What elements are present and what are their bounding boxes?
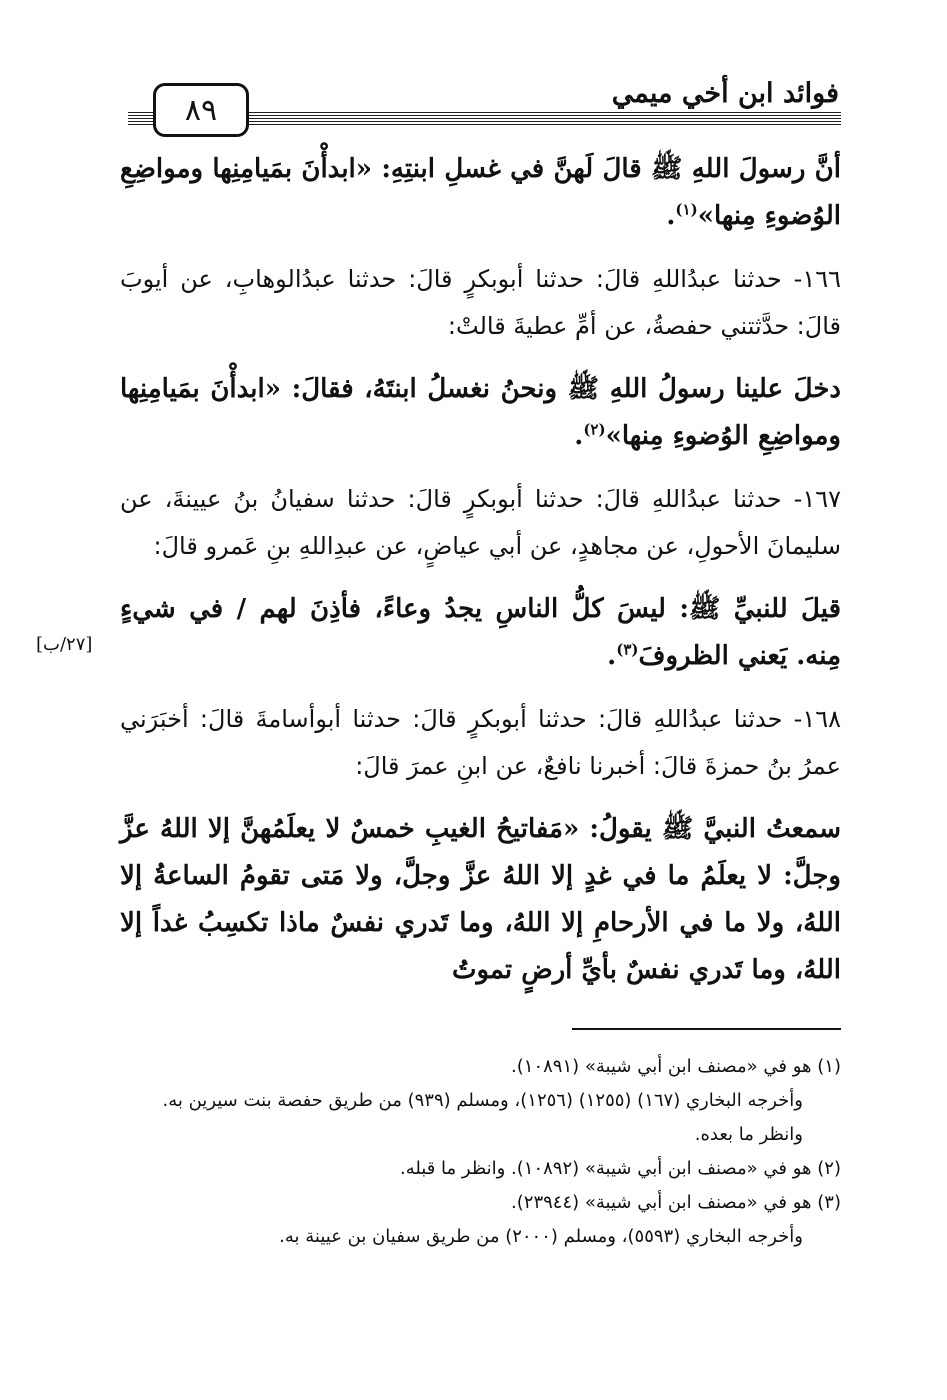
paragraph: ١٦٨- حدثنا عبدُاللهِ قالَ: حدثنا أبوبكرٍ قالَ: حدثنا أبوأسامةَ قالَ: أخبَرَني عمرُ بنُ حمزةَ قالَ: أخبرنا نافعٌ، عن ابنِ عمرَ قالَ:	[120, 705, 841, 780]
footnote-marker: (١)	[675, 200, 698, 219]
paragraph: قيلَ للنبيِّ ﷺ: ليسَ كلُّ الناسِ يجدُ وعاءً، فأذِنَ لهم / في شيءٍ مِنه. يَعني الظروفَ$^{(٣)}$.	[120, 594, 841, 671]
footnote: (١) هو في «مصنف ابن أبي شيبة» (١٠٨٩١).	[511, 1056, 841, 1077]
footnotes	[120, 1050, 841, 1254]
running-header-title: فوائد ابن أخي ميمي	[611, 78, 839, 109]
main-text	[120, 146, 841, 1010]
footnote: (٢) هو في «مصنف ابن أبي شيبة» (١٠٨٩٢). وانظر ما قبله.	[399, 1158, 841, 1179]
manuscript-folio-reference: [٢٧/ب]	[36, 634, 93, 655]
paragraph: سمعتُ النبيَّ ﷺ يقولُ: «مَفاتيحُ الغيبِ خمسٌ لا يعلَمُهنَّ إلا اللهُ عزَّ وجلَّ: لا يعلَمُ ما في غدٍ إلا اللهُ عزَّ وجلَّ، ولا مَتى تقومُ الساعةُ إلا اللهُ، ولا ما في الأرحامِ إلا اللهُ، وما تَدري نفسٌ ماذا تكسِبُ غداً إلا اللهُ، وما تَدري نفسٌ بأيِّ أرضٍ تموتُ	[120, 814, 841, 985]
paragraph-text: قيلَ للنبيِّ ﷺ: ليسَ كلُّ الناسِ يجدُ وعاءً، فأذِنَ لهم / في شيءٍ مِنه. يَعني الظروفَ	[120, 594, 841, 671]
page-number: ٨٩	[153, 83, 249, 137]
footnote-continuation: وأخرجه البخاري (٥٥٩٣)، ومسلم (٢٠٠٠) من طريق سفيان بن عيينة به.	[279, 1226, 803, 1247]
paragraph: دخلَ علينا رسولُ اللهِ ﷺ ونحنُ نغسلُ ابنتَهُ، فقالَ: «ابدأْنَ بمَيامِنِها ومواضِعِ الوُضوءِ مِنها»$^{(٢)}$.	[120, 374, 842, 451]
paragraph-text: دخلَ علينا رسولُ اللهِ ﷺ ونحنُ نغسلُ ابنتَهُ، فقالَ: «ابدأْنَ بمَيامِنِها ومواضِعِ الوُضوءِ مِنها»	[120, 374, 842, 451]
paragraph: أنَّ رسولَ اللهِ ﷺ قالَ لَهنَّ في غسلِ ابنتِهِ: «ابدأْنَ بمَيامِنِها ومواضِعِ الوُضوءِ مِنها»$^{(١)}$.	[120, 154, 841, 231]
paragraph: ١٦٧- حدثنا عبدُاللهِ قالَ: حدثنا أبوبكرٍ قالَ: حدثنا سفيانُ بنُ عيينةَ، عن سليمانَ الأحولِ، عن مجاهدٍ، عن أبي عياضٍ، عن عبدِاللهِ بنِ عَمرو قالَ:	[120, 485, 841, 560]
footnote-continuation: وأخرجه البخاري (١٦٧) (١٢٥٥) (١٢٥٦)، ومسلم (٩٣٩) من طريق حفصة بنت سيرين به. وانظر ما بعده.	[162, 1090, 803, 1145]
paragraph-text: أنَّ رسولَ اللهِ ﷺ قالَ لَهنَّ في غسلِ ابنتِهِ: «ابدأْنَ بمَيامِنِها ومواضِعِ الوُضوءِ مِنها»	[120, 154, 841, 231]
footnote-marker: (٣)	[616, 640, 639, 659]
footnote: (٣) هو في «مصنف ابن أبي شيبة» (٢٣٩٤٤).	[511, 1192, 841, 1213]
footnote-separator	[572, 1028, 841, 1030]
footnote-marker: (٢)	[583, 420, 606, 439]
paragraph: ١٦٦- حدثنا عبدُاللهِ قالَ: حدثنا أبوبكرٍ قالَ: حدثنا عبدُالوهابِ، عن أيوبَ قالَ: حدَّثتني حفصةُ، عن أمِّ عطيةَ قالتْ:	[120, 265, 841, 340]
